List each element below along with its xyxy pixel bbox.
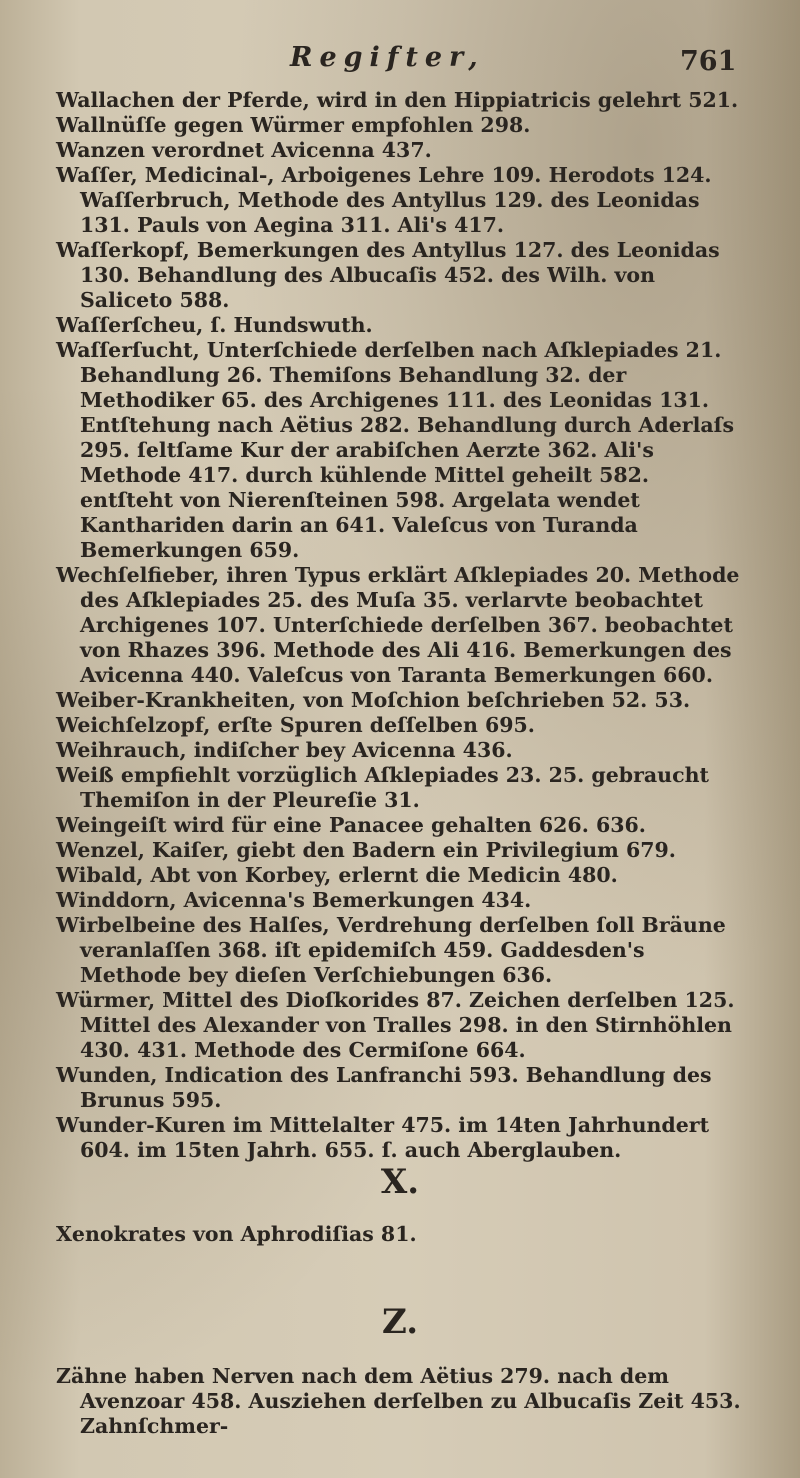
index-entry: Wibald, Abt von Korbey, erlernt die Medicin 480. (56, 863, 618, 887)
index-entry: Winddorn, Avicenna's Bemerkungen 434. (56, 888, 532, 912)
index-entry: Waſſerſcheu, ſ. Hundswuth. (56, 313, 373, 337)
index-entry: Würmer, Mittel des Dioſkorides 87. Zeichen derſelben 125. Mittel des Alexander von Tralles 298. in den Stirnhöhlen 430. 431. Methode des Cermiſone 664. (56, 988, 735, 1062)
index-entry: Wunder-Kuren im Mittelalter 475. im 14ten Jahrhundert 604. im 15ten Jahrh. 655. ſ. auch Aberglauben. (56, 1113, 710, 1162)
index-entry: Wunden, Indication des Lanfranchi 593. Behandlung des Brunus 595. (56, 1063, 712, 1112)
index-entry: Xenokrates von Aphrodiſias 81. (56, 1222, 417, 1246)
running-title: Regifter, (290, 42, 485, 73)
index-entries-w (56, 88, 746, 1163)
index-entry: Weichſelzopf, erſte Spuren deſſelben 695. (56, 713, 535, 737)
index-entry: Waſſerkopf, Bemerkungen des Antyllus 127. des Leonidas 130. Behandlung des Albucaſis 452. des Wilh. von Saliceto 588. (56, 238, 720, 312)
section-heading-x: X. (380, 1162, 420, 1202)
index-entry: Wechſelfieber, ihren Typus erklärt Aſklepiades 20. Methode des Aſklepiades 25. des Muſa 35. verlarvte beobachtet Archigenes 107. Unterſchiede derſelben 367. beobachtet von Rhazes 396. Methode des Ali 416. Bemerkungen des Avicenna 440. Valeſcus von Taranta Bemerkungen 660. (56, 563, 740, 687)
index-entry: Wallnüſſe gegen Würmer empfohlen 298. (56, 113, 531, 137)
index-entry: Waſſer, Medicinal-, Arboigenes Lehre 109. Herodots 124. Waſſerbruch, Methode des Antyllus 129. des Leonidas 131. Pauls von Aegina 311. Ali's 417. (56, 163, 712, 237)
index-entry: Zähne haben Nerven nach dem Aëtius 279. nach dem Avenzoar 458. Ausziehen derſelben zu Albucaſis Zeit 453. Zahnſchmer- (56, 1364, 741, 1438)
index-entries-x (56, 1222, 746, 1247)
page-number: 761 (680, 46, 737, 77)
index-entry: Wanzen verordnet Avicenna 437. (56, 138, 432, 162)
index-entry: Weingeiſt wird für eine Panacee gehalten 626. 636. (56, 813, 646, 837)
index-entry: Wenzel, Kaiſer, giebt den Badern ein Privilegium 679. (56, 838, 676, 862)
index-entry: Wallachen der Pferde, wird in den Hippiatricis gelehrt 521. (56, 88, 739, 112)
index-entry: Weiß empfiehlt vorzüglich Aſklepiades 23. 25. gebraucht Themiſon in der Pleureſie 31. (56, 763, 709, 812)
index-entry: Wirbelbeine des Halſes, Verdrehung derſelben ſoll Bräune veranlaſſen 368. iſt epidemiſch 459. Gaddesden's Methode bey dieſen Verſchiebungen 636. (56, 913, 726, 987)
index-entry: Waſſerſucht, Unterſchiede derſelben nach Aſklepiades 21. Behandlung 26. Themiſons Behandlung 32. der Methodiker 65. des Archigenes 111. des Leonidas 131. Entſtehung nach Aëtius 282. Behandlung durch Aderlaſs 295. ſeltſame Kur der arabiſchen Aerzte 362. Ali's Methode 417. durch kühlende Mittel geheilt 582. entſteht von Nierenſteinen 598. Argelata wendet Kanthariden darin an 641. Valeſcus von Turanda Bemerkungen 659. (56, 338, 735, 562)
index-entries-z (56, 1364, 746, 1439)
running-head (0, 42, 800, 82)
index-entry: Weiber-Krankheiten, von Moſchion beſchrieben 52. 53. (56, 688, 691, 712)
index-entry: Weihrauch, indiſcher bey Avicenna 436. (56, 738, 513, 762)
section-heading-z: Z. (381, 1302, 419, 1342)
